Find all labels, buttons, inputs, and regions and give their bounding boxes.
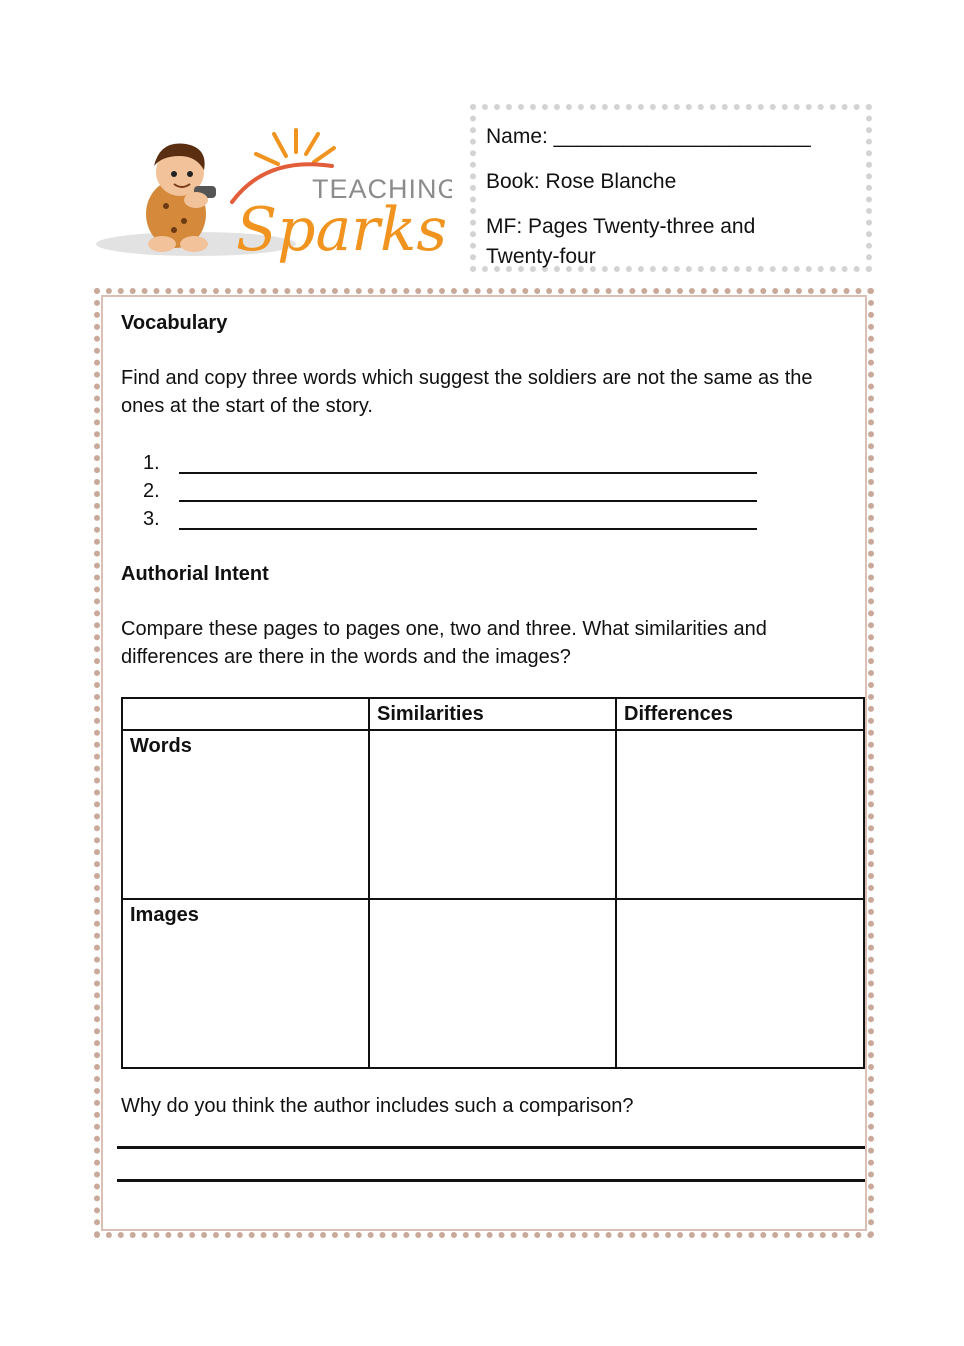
answer-number: 2. — [143, 480, 160, 502]
answer-item[interactable] — [143, 477, 757, 505]
words-similarities-cell[interactable] — [369, 730, 616, 899]
student-info-box — [470, 104, 872, 272]
logo-sparks-text: Sparks — [236, 195, 448, 265]
answer-list — [143, 449, 757, 533]
answer-line[interactable] — [179, 471, 757, 474]
book-title: Book: Rose Blanche — [486, 170, 677, 193]
answer-number: 3. — [143, 508, 160, 530]
vocabulary-question: Find and copy three words which suggest the soldiers are not the same as the ones at the start of the story. — [121, 367, 813, 417]
words-differences-cell[interactable] — [616, 730, 864, 899]
similarities-header: Similarities — [369, 698, 616, 730]
table-header-row — [122, 698, 864, 730]
final-question: Why do you think the author includes such a comparison? — [121, 1095, 634, 1117]
answer-item[interactable] — [143, 505, 757, 533]
pages-label: MF: Pages Twenty-three and Twenty-four — [486, 215, 756, 268]
answer-item[interactable] — [143, 449, 757, 477]
worksheet-panel — [94, 288, 874, 1238]
comparison-table — [121, 697, 865, 1069]
answer-line[interactable] — [179, 527, 757, 530]
differences-header: Differences — [616, 698, 864, 730]
images-differences-cell[interactable] — [616, 899, 864, 1068]
row-label-images: Images — [122, 899, 369, 1068]
images-similarities-cell[interactable] — [369, 899, 616, 1068]
name-field[interactable]: Name: ______________________ — [486, 125, 811, 148]
table-row — [122, 730, 864, 899]
answer-line[interactable] — [117, 1179, 865, 1182]
authorial-intent-heading: Authorial Intent — [121, 563, 269, 585]
vocabulary-heading: Vocabulary — [121, 312, 228, 334]
answer-line[interactable] — [117, 1146, 865, 1149]
logo-teaching-text: TEACHING — [312, 174, 452, 204]
table-header-cell — [122, 698, 369, 730]
panel-inner-border — [101, 295, 867, 1231]
answer-line[interactable] — [179, 499, 757, 502]
row-label-words: Words — [122, 730, 369, 899]
authorial-intent-question: Compare these pages to pages one, two and three. What similarities and differences are there in the words and the images? — [121, 618, 767, 668]
answer-number: 1. — [143, 452, 160, 474]
table-row — [122, 899, 864, 1068]
teaching-sparks-logo — [96, 126, 452, 272]
